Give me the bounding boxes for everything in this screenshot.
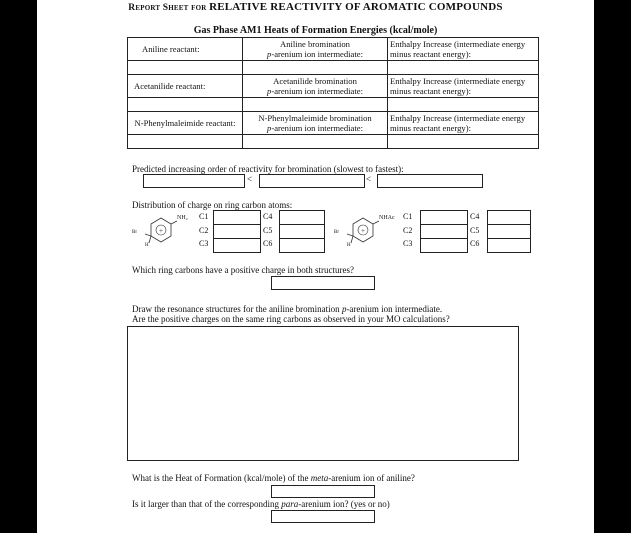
acetanilide-mid-cell: Acetanilide bromination p-arenium ion intermediate: xyxy=(243,75,388,98)
distribution-prompt: Distribution of charge on ring carbon atoms: xyxy=(132,200,293,210)
positive-carbons-question: Which ring carbons have a positive charge in both structures? xyxy=(132,265,355,275)
grid2-label-c6: C6 xyxy=(470,239,480,248)
grid1-label-c4: C4 xyxy=(263,212,273,221)
aniline-intermediate-input[interactable] xyxy=(243,61,388,75)
aniline-br-label: Br xyxy=(132,230,137,235)
grid1-label-c1: C1 xyxy=(199,212,209,221)
report-page xyxy=(37,0,594,533)
aniline-reactant-input[interactable] xyxy=(128,61,243,75)
aniline-nh2-label: NH₂ xyxy=(177,215,188,221)
grid2-c2-input[interactable] xyxy=(420,224,468,239)
grid1-c6-input[interactable] xyxy=(279,238,325,253)
grid2-c3-input[interactable] xyxy=(420,238,468,253)
heat-of-formation-question: What is the Heat of Formation (kcal/mole) of the meta-arenium ion of aniline? xyxy=(132,473,415,483)
aniline-h-label: H xyxy=(145,243,149,248)
phenylmaleimide-intermediate-input[interactable] xyxy=(243,135,388,149)
grid2-c5-input[interactable] xyxy=(487,224,531,239)
table-title: Gas Phase AM1 Heats of Formation Energies (kcal/mole) xyxy=(193,25,438,36)
acetanilide-h-label: H xyxy=(347,243,351,248)
larger-question: Is it larger than that of the corresponding para-arenium ion? (yes or no) xyxy=(132,499,390,509)
order-slowest-input[interactable] xyxy=(143,174,245,188)
acetanilide-enthalpy-input[interactable] xyxy=(388,98,539,112)
heat-of-formation-input[interactable] xyxy=(271,485,375,498)
grid2-label-c1: C1 xyxy=(403,212,413,221)
header-prefix: Report Sheet for xyxy=(128,3,207,13)
grid1-label-c2: C2 xyxy=(199,226,209,235)
acetanilide-right-cell: Enthalpy Increase (intermediate energy minus reactant energy): xyxy=(388,75,539,98)
grid1-c1-input[interactable] xyxy=(213,210,261,225)
grid1-c4-input[interactable] xyxy=(279,210,325,225)
aniline-right-cell: Enthalpy Increase (intermediate energy minus reactant energy): xyxy=(388,38,539,61)
phenylmaleimide-mid-cell: N-Phenylmaleimide bromination p-arenium ion intermediate: xyxy=(243,112,388,135)
grid1-label-c5: C5 xyxy=(263,226,273,235)
grid1-c5-input[interactable] xyxy=(279,224,325,239)
phenylmaleimide-reactant-input[interactable] xyxy=(128,135,243,149)
order-sep-1: < xyxy=(247,174,253,184)
resonance-question-line2: Are the positive charges on the same ring carbons as observed in your MO calculations? xyxy=(132,314,450,324)
svg-text:+: + xyxy=(361,227,365,235)
grid2-c6-input[interactable] xyxy=(487,238,531,253)
order-middle-input[interactable] xyxy=(259,174,365,188)
resonance-drawing-area[interactable] xyxy=(127,326,519,461)
svg-text:+: + xyxy=(159,227,163,235)
grid2-label-c5: C5 xyxy=(470,226,480,235)
order-prompt: Predicted increasing order of reactivity for bromination (slowest to fastest): xyxy=(132,164,404,174)
phenylmaleimide-right-cell: Enthalpy Increase (intermediate energy minus reactant energy): xyxy=(388,112,539,135)
grid2-label-c3: C3 xyxy=(403,239,413,248)
acetanilide-label-cell: Acetanilide reactant: xyxy=(128,75,243,98)
grid1-c2-input[interactable] xyxy=(213,224,261,239)
grid1-label-c6: C6 xyxy=(263,239,273,248)
positive-carbons-input[interactable] xyxy=(271,276,375,290)
report-header xyxy=(37,1,594,13)
acetanilide-br-label: Br xyxy=(334,230,339,235)
grid2-c1-input[interactable] xyxy=(420,210,468,225)
acetanilide-reactant-input[interactable] xyxy=(128,98,243,112)
aniline-mid-cell: Aniline bromination p-arenium ion intermediate: xyxy=(243,38,388,61)
resonance-question-line1: Draw the resonance structures for the aniline bromination p-arenium ion intermediate. xyxy=(132,304,443,314)
grid2-c4-input[interactable] xyxy=(487,210,531,225)
grid2-label-c4: C4 xyxy=(470,212,480,221)
aniline-label-cell: Aniline reactant: xyxy=(128,38,243,61)
grid1-label-c3: C3 xyxy=(199,239,209,248)
larger-answer-input[interactable] xyxy=(271,510,375,523)
phenylmaleimide-enthalpy-input[interactable] xyxy=(388,135,539,149)
acetanilide-intermediate-input[interactable] xyxy=(243,98,388,112)
phenylmaleimide-label-cell: N-Phenylmaleimide reactant: xyxy=(128,112,243,135)
aniline-enthalpy-input[interactable] xyxy=(388,61,539,75)
grid1-c3-input[interactable] xyxy=(213,238,261,253)
acetanilide-nhac-label: NHAc xyxy=(379,215,395,221)
order-sep-2: < xyxy=(366,174,372,184)
energy-table xyxy=(127,37,539,149)
order-fastest-input[interactable] xyxy=(377,174,483,188)
header-title: RELATIVE REACTIVITY OF AROMATIC COMPOUNDS xyxy=(209,1,503,13)
grid2-label-c2: C2 xyxy=(403,226,413,235)
